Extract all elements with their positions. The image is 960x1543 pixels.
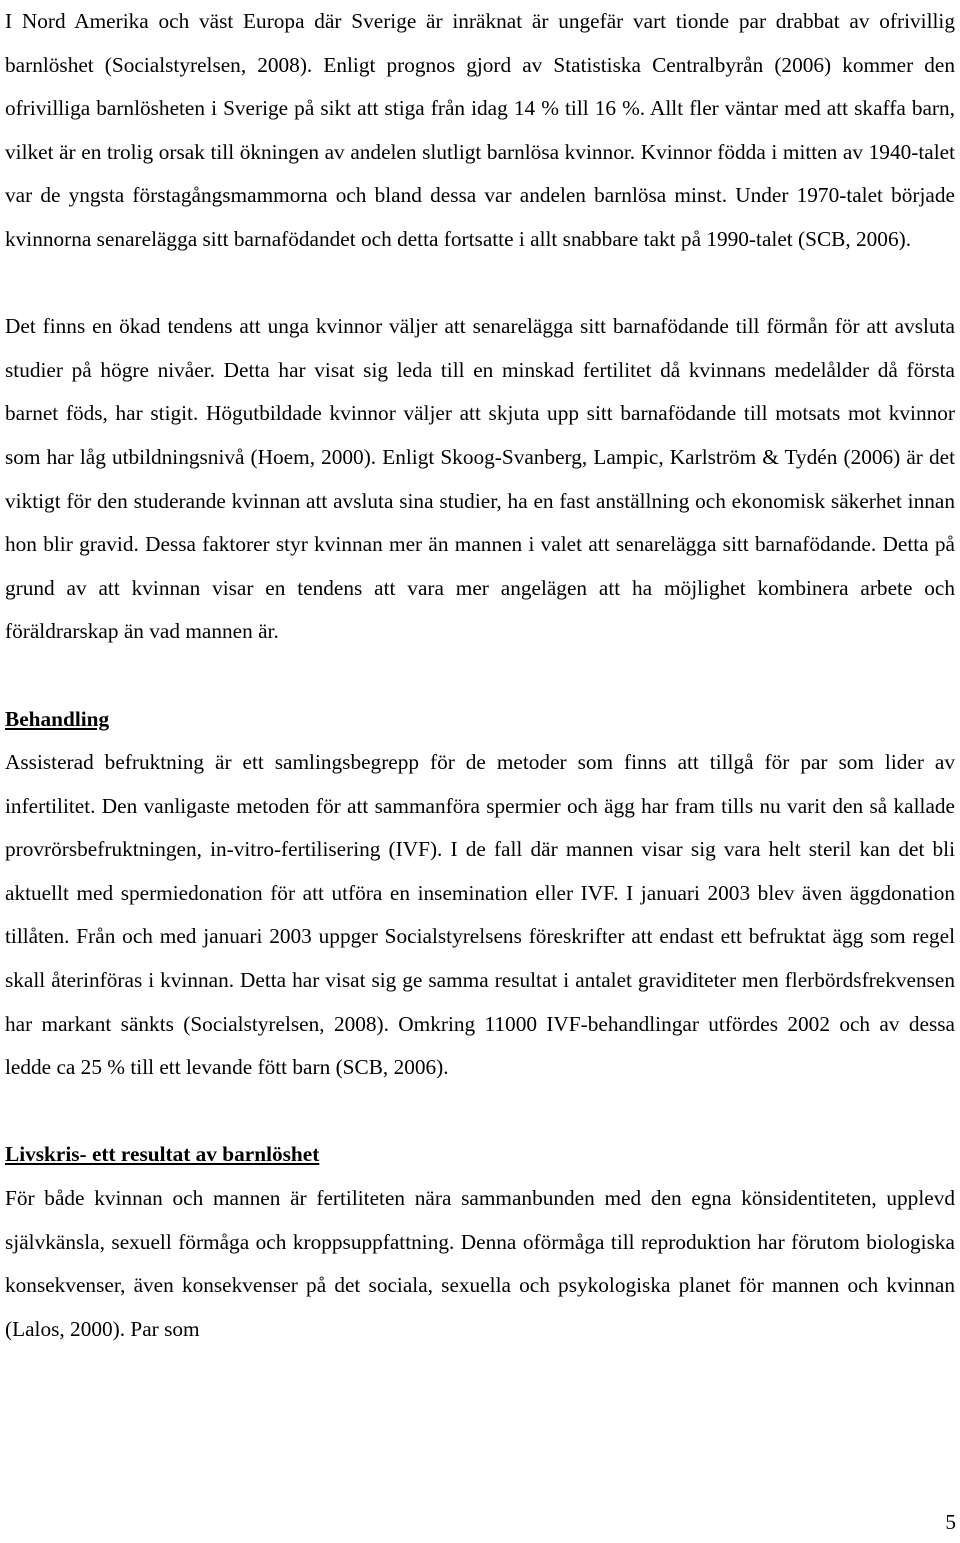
paragraph-spacer	[5, 654, 955, 698]
section-heading-behandling: Behandling	[5, 706, 110, 731]
document-page	[5, 0, 955, 1351]
paragraph-spacer	[5, 1090, 955, 1134]
section-heading-livskris: Livskris- ett resultat av barnlöshet	[5, 1142, 320, 1167]
paragraph-livskris: För både kvinnan och mannen är fertiliteten nära sammanbunden med den egna könsidentiteten, upplevd självkänsla, sexuell förmåga och kroppsuppfattning. Denna oförmåga till reproduktion har förutom biologiska konsekvenser, även konsekvenser på det sociala, sexuella och psykologiska planet för mannen och kvinnan (Lalos, 2000). Par som	[5, 1186, 955, 1341]
paragraph-behandling: Assisterad befruktning är ett samlingsbegrepp för de metoder som finns att tillgå för par som lider av infertilitet. Den vanligaste metoden för att sammanföra spermier och ägg har fram tills nu varit den så kallade provrörsbefruktningen, in-vitro-fertilisering (IVF). I de fall där mannen visar sig vara helt steril kan det bli aktuellt med spermiedonation för att utföra en insemination eller IVF. I januari 2003 blev även äggdonation tillåten. Från och med januari 2003 uppger Socialstyrelsens föreskrifter att endast ett befruktat ägg som regel skall återinföras i kvinnan. Detta har visat sig ge samma resultat i antalet graviditeter men flerbördsfrekvensen har markant sänkts (Socialstyrelsen, 2008). Omkring 11000 IVF-behandlingar utfördes 2002 och av dessa ledde ca 25 % till ett levande fött barn (SCB, 2006).	[5, 750, 955, 1080]
paragraph-senarelagga-barnafodande: Det finns en ökad tendens att unga kvinnor väljer att senarelägga sitt barnafödande till förmån för att avsluta studier på högre nivåer. Detta har visat sig leda till en minskad fertilitet då kvinnans medelålder då första barnet föds, har stigit. Högutbildade kvinnor väljer att skjuta upp sitt barnafödande till motsats mot kvinnor som har låg utbildningsnivå (Hoem, 2000). Enligt Skoog-Svanberg, Lampic, Karlström & Tydén (2006) är det viktigt för den studerande kvinnan att avsluta sina studier, ha en fast anställning och ekonomisk säkerhet innan hon blir gravid. Dessa faktorer styr kvinnan mer än mannen i valet att senarelägga sitt barnafödande. Detta på grund av att kvinnan visar en tendens att vara mer angelägen att ha möjlighet kombinera arbete och föräldrarskap än vad mannen är.	[5, 314, 955, 644]
paragraph-spacer	[5, 262, 955, 306]
paragraph-barnloshet-statistik: I Nord Amerika och väst Europa där Sverige är inräknat är ungefär vart tionde par drabbat av ofrivillig barnlöshet (Socialstyrelsen, 2008). Enligt prognos gjord av Statistiska Centralbyrån (2006) kommer den ofrivilliga barnlösheten i Sverige på sikt att stiga från idag 14 % till 16 %. Allt fler väntar med att skaffa barn, vilket är en trolig orsak till ökningen av andelen slutligt barnlösa kvinnor. Kvinnor födda i mitten av 1940-talet var de yngsta förstagångsmammorna och bland dessa var andelen barnlösa minst. Under 1970-talet började kvinnorna senarelägga sitt barnafödandet och detta fortsatte i allt snabbare takt på 1990-talet (SCB, 2006).	[5, 9, 955, 251]
page-number: 5	[945, 1510, 956, 1534]
